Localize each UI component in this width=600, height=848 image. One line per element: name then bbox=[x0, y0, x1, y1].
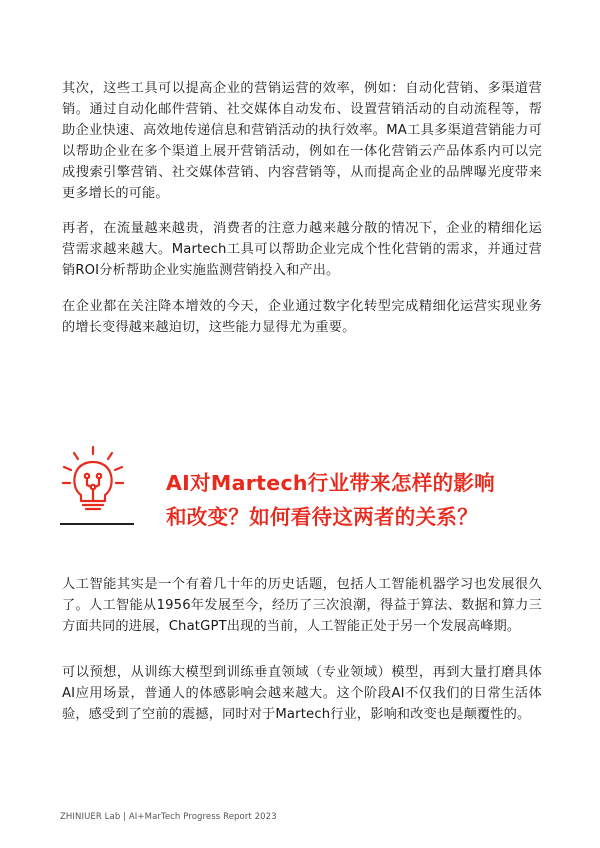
body-paragraph: 再者，在流量越来越贵，消费者的注意力越来越分散的情况下，企业的精细化运营需求越来越大。Martech工具可以帮助企业完成个性化营销的需求，并通过营销ROI分析帮助企业实施监测营销投入和产出。 bbox=[62, 221, 542, 278]
section-heading bbox=[166, 466, 566, 534]
heading-line-1: AI对Martech行业带来怎样的影响 bbox=[166, 471, 495, 495]
body-paragraph: 在企业都在关注降本增效的今天，企业通过数字化转型完成精细化运营实现业务的增长变得越来越迫切，这些能力显得尤为重要。 bbox=[62, 299, 542, 335]
page-footer: ZHINIUER Lab | AI+MarTech Progress Report 2023 bbox=[60, 812, 277, 822]
body-paragraph: 其次，这些工具可以提高企业的营销运营的效率，例如：自动化营销、多渠道营销。通过自动化邮件营销、社交媒体自动发布、设置营销活动的自动流程等，帮助企业快速、高效地传递信息和营销活动的执行效率。MA工具多渠道营销能力可以帮助企业在多个渠道上展开营销活动，例如在一体化营销云产品体系内可以完成搜索引擎营销、社交媒体营销、内容营销等，从而提高企业的品牌曝光度带来更多增长的可能。 bbox=[62, 81, 542, 201]
lightbulb-idea-icon bbox=[60, 445, 126, 515]
body-paragraph: 可以预想，从训练大模型到训练垂直领域（专业领域）模型，再到大量打磨具体AI应用场景，普通人的体感影响会越来越大。这个阶段AI不仅我们的日常生活体验，感受到了空前的震撼，同时对于Martech行业，影响和改变也是颠覆性的。 bbox=[62, 665, 542, 722]
heading-divider bbox=[60, 523, 134, 525]
heading-line-2: 和改变？如何看待这两者的关系？ bbox=[166, 505, 478, 529]
body-paragraph: 人工智能其实是一个有着几十年的历史话题，包括人工智能机器学习也发展很久了。人工智能从1956年发展至今，经历了三次浪潮，得益于算法、数据和算力三方面共同的进展，ChatGPT出现的当前，人工智能正处于另一个发展高峰期。 bbox=[62, 577, 542, 634]
